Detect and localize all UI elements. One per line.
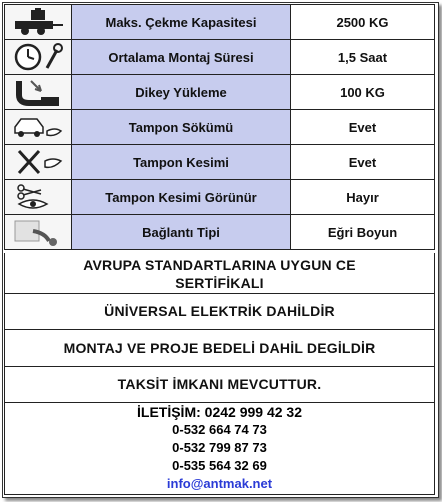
table-row bbox=[5, 75, 435, 110]
table-row bbox=[5, 40, 435, 75]
email-link[interactable]: info@antmak.net bbox=[166, 476, 273, 491]
row-value: 1,5 Saat bbox=[291, 40, 435, 75]
cut-tools-icon bbox=[5, 145, 72, 180]
row-label: Tampon Kesimi bbox=[72, 145, 291, 180]
row-value: Evet bbox=[291, 145, 435, 180]
table-row bbox=[5, 110, 435, 145]
curved-neck-icon bbox=[5, 215, 72, 250]
weight-trailer-icon bbox=[5, 5, 72, 40]
clock-wrench-icon bbox=[5, 40, 72, 75]
row-value: 100 KG bbox=[291, 75, 435, 110]
row-label: Bağlantı Tipi bbox=[72, 215, 291, 250]
contact-block bbox=[4, 403, 435, 495]
phone-3: 0-535 564 32 69 bbox=[172, 458, 267, 473]
table-row bbox=[5, 180, 435, 215]
certificate-line1: AVRUPA STANDARTLARINA UYGUN CE bbox=[83, 257, 356, 273]
row-label: Tampon Kesimi Görünür bbox=[72, 180, 291, 215]
table-row bbox=[5, 215, 435, 250]
row-value: 2500 KG bbox=[291, 5, 435, 40]
row-label: Ortalama Montaj Süresi bbox=[72, 40, 291, 75]
row-label: Maks. Çekme Kapasitesi bbox=[72, 5, 291, 40]
phone-1: 0-532 664 74 73 bbox=[172, 422, 267, 437]
phone-2: 0-532 799 87 73 bbox=[172, 440, 267, 455]
row-label: Tampon Sökümü bbox=[72, 110, 291, 145]
tow-hook-icon bbox=[5, 75, 72, 110]
table-row bbox=[5, 5, 435, 40]
ce-certificate-band bbox=[4, 253, 435, 294]
eye-scissors-icon bbox=[5, 180, 72, 215]
certificate-line2: SERTİFİKALI bbox=[175, 275, 264, 291]
spec-table bbox=[4, 4, 435, 250]
assembly-band: MONTAJ VE PROJE BEDELİ DAHİL DEGİLDİR bbox=[4, 330, 435, 367]
row-value: Eğri Boyun bbox=[291, 215, 435, 250]
contact-main-phone: İLETİŞİM: 0242 999 42 32 bbox=[137, 404, 302, 420]
row-value: Evet bbox=[291, 110, 435, 145]
row-value: Hayır bbox=[291, 180, 435, 215]
installment-band: TAKSİT İMKANI MEVCUTTUR. bbox=[4, 367, 435, 403]
car-bumper-icon bbox=[5, 110, 72, 145]
table-row bbox=[5, 145, 435, 180]
electric-band: ÜNİVERSAL ELEKTRİK DAHİLDİR bbox=[4, 294, 435, 330]
row-label: Dikey Yükleme bbox=[72, 75, 291, 110]
